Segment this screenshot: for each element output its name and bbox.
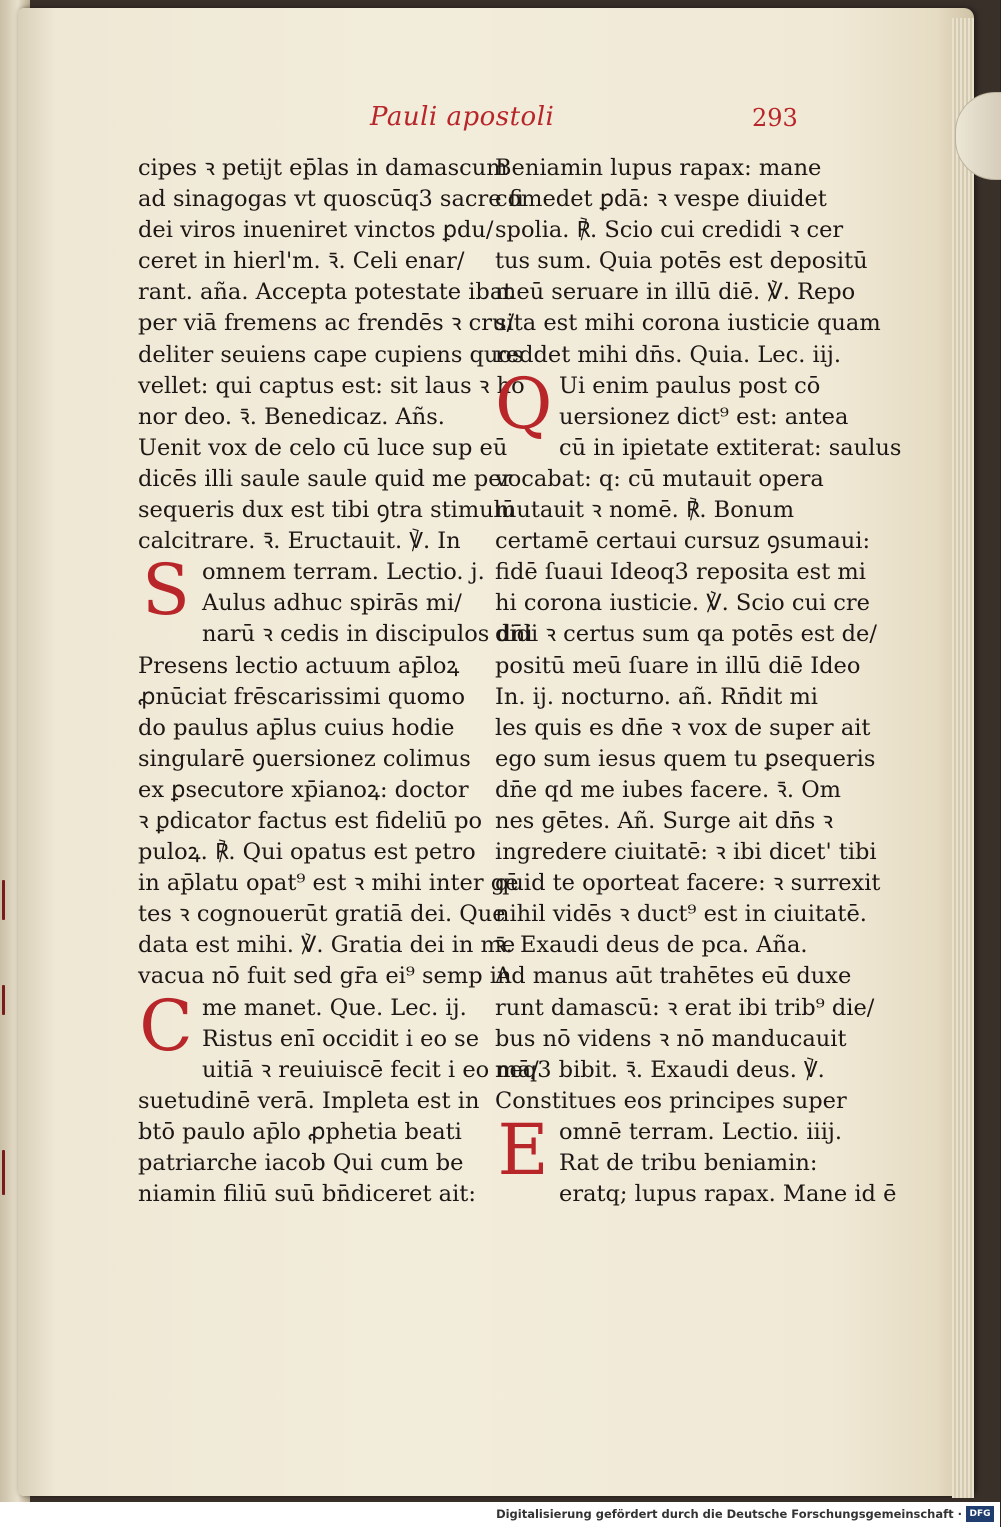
text-line: tes ꝛ cognouerūt gratiā dei. Que — [138, 901, 506, 928]
text-line: Presens lectio actuum ap̄loꝝ — [138, 652, 460, 679]
text-line: calcitrare. ꝛ̄. Eructauit. ℣. In — [138, 528, 461, 555]
running-head: Pauli apostoli — [370, 102, 555, 132]
text-line: fidē ſuaui Ideoq3 reposita est mi — [495, 559, 866, 586]
text-line: Constitues eos principes super — [495, 1087, 847, 1114]
text-line: deliter seuiens cape cupiens quos — [138, 341, 524, 368]
text-line: omnem terram. Lectio. j. — [202, 559, 485, 586]
text-line: spolia. ℟. Scio cui credidi ꝛ cer — [495, 217, 844, 244]
text-line: In. ij. nocturno. añ. Rn̄dit mi — [495, 683, 818, 710]
text-line: dei viros inueniret vinctos ꝑdu/ — [138, 217, 494, 244]
text-line: ꝓnūciat frēscarissimi quomo — [138, 683, 466, 710]
funding-credit: Digitalisierung gefördert durch die Deutsche Forschungsgemeinschaft · — [496, 1507, 962, 1521]
text-line: ad sinagogas vt quoscūq3 sacre fi — [138, 186, 524, 213]
text-line: patriarche iacob Qui cum be — [138, 1150, 464, 1176]
red-initial: E — [497, 1108, 549, 1191]
text-line: hi corona iusticie. ℣. Scio cui cre — [495, 590, 870, 617]
ink-mark — [2, 985, 5, 1015]
text-line: narū ꝛ cedis in discipulos dn̄i — [202, 621, 533, 648]
red-initial: C — [139, 984, 193, 1067]
text-line: Rat de tribu beniamin: — [559, 1150, 818, 1176]
text-line: certamē certaui cursuz ꝯsumaui: — [495, 528, 871, 555]
text-line: vacua nō fuit sed gr̄a ei⁹ semp in — [138, 963, 512, 990]
text-line: bus nō videns ꝛ nō manducauit — [495, 1025, 847, 1052]
text-line: omnē terram. Lectio. iiij. — [559, 1118, 843, 1145]
text-line: quid te oporteat facere: ꝛ surrexit — [495, 870, 881, 897]
dfg-logo: DFG — [966, 1506, 994, 1522]
text-line: data est mihi. ℣. Gratia dei in me — [138, 932, 516, 959]
text-line: meū seruare in illū diē. ℣. Repo — [495, 279, 856, 306]
red-initial: Q — [495, 362, 553, 445]
text-line: reddet mihi dn̄s. Quia. Lec. iij. — [495, 341, 842, 368]
text-line: dn̄e qd me iubes facere. ꝛ̄. Om — [495, 776, 842, 803]
left-column — [138, 153, 539, 1210]
text-line: didi ꝛ certus sum qa potēs est de/ — [495, 621, 877, 648]
text-line: Uenit vox de celo cū luce sup eū — [138, 434, 508, 461]
text-line: comedet ꝑdā: ꝛ vespe diuidet — [495, 186, 827, 213]
text-line: ingredere ciuitatē: ꝛ ibi dicet' tibi — [495, 839, 877, 866]
text-line: cipes ꝛ petijt ep̄las in damascum — [138, 155, 508, 181]
text-line: uersionez dict⁹ est: antea — [559, 403, 849, 430]
text-line: les quis es dn̄e ꝛ vox de super ait — [495, 714, 871, 741]
page-edges — [952, 18, 974, 1498]
folio-number: 293 — [752, 104, 798, 132]
text-line: vocabat: q: cū mutauit opera — [495, 465, 824, 492]
text-line: ego sum iesus quem tu ꝑsequeris — [495, 745, 876, 772]
text-line: positū meū ſuare in illū diē Ideo — [495, 652, 861, 679]
text-line: btō paulo ap̄lo ꝓphetia beati — [138, 1118, 462, 1145]
ink-mark — [2, 880, 5, 920]
text-line: ex ꝑsecutore xp̄ianoꝝ: doctor — [138, 776, 469, 803]
text-line: runt damascū: ꝛ erat ibi trib⁹ die/ — [495, 994, 875, 1021]
credit-bar — [0, 1502, 1000, 1527]
text-line: in ap̄latu opat⁹ est ꝛ mihi inter gē — [138, 870, 519, 897]
text-line: nihil vidēs ꝛ duct⁹ est in ciuitatē. — [495, 901, 867, 928]
text-line: ꝛ ꝑdicator factus est fideliū po — [138, 807, 483, 834]
text-line: suetudinē verā. Impleta est in — [138, 1087, 480, 1114]
text-line: nes gētes. Añ. Surge ait dn̄s ꝛ — [495, 807, 834, 834]
text-line: Ristus enī occidit i eo se — [202, 1025, 480, 1052]
text-line: rant. aña. Accepta potestate ibat — [138, 279, 513, 306]
text-line: ꝛ̄. Exaudi deus de pca. Aña. — [495, 932, 808, 959]
text-line: nor deo. ꝛ̄. Benedicaz. Añs. — [138, 403, 445, 430]
text-line: Ui enim paulus post cō — [559, 372, 821, 399]
text-line: puloꝝ. ℟. Qui opatus est petro — [138, 839, 476, 866]
text-line: eratq; lupus rapax. Mane id ē — [559, 1181, 897, 1208]
ink-mark — [2, 1150, 5, 1195]
text-line: dicēs illi saule saule quid me per — [138, 465, 513, 492]
text-line: sita est mihi corona iusticie quam — [495, 310, 881, 337]
text-line: sequeris dux est tibi ꝯtra stimulū — [138, 497, 516, 524]
text-line: Beniamin lupus rapax: mane — [495, 155, 822, 181]
text-line: do paulus ap̄lus cuius hodie — [138, 714, 455, 741]
text-line: ceret in hierl'm. ꝛ̄. Celi enar/ — [138, 248, 465, 275]
text-line: vellet: qui captus est: sit laus ꝛ ho — [138, 372, 525, 399]
text-line: mutauit ꝛ nomē. ℟. Bonum — [495, 497, 795, 524]
text-line: per viā fremens ac frendēs ꝛ cru/ — [138, 310, 515, 337]
text-line: tus sum. Quia potēs est depositū — [495, 248, 868, 275]
text-line: singularē ꝯuersionez colimus — [138, 745, 471, 772]
text-line: niamin filiū suū bn̄diceret ait: — [138, 1181, 476, 1208]
right-column — [495, 153, 902, 1210]
text-line: me manet. Que. Lec. ij. — [202, 994, 467, 1021]
red-initial: S — [142, 549, 190, 632]
text-line: cū in ipietate extiterat: saulus — [559, 434, 902, 461]
text-line: neq3 bibit. ꝛ̄. Exaudi deus. ℣. — [495, 1056, 825, 1083]
text-line: Aulus adhuc spirās mi/ — [202, 590, 462, 617]
text-line: uitiā ꝛ reuiuiscē fecit i eo mā/ — [202, 1056, 539, 1083]
text-line: Ad manus aūt trahētes eū duxe — [495, 963, 852, 990]
